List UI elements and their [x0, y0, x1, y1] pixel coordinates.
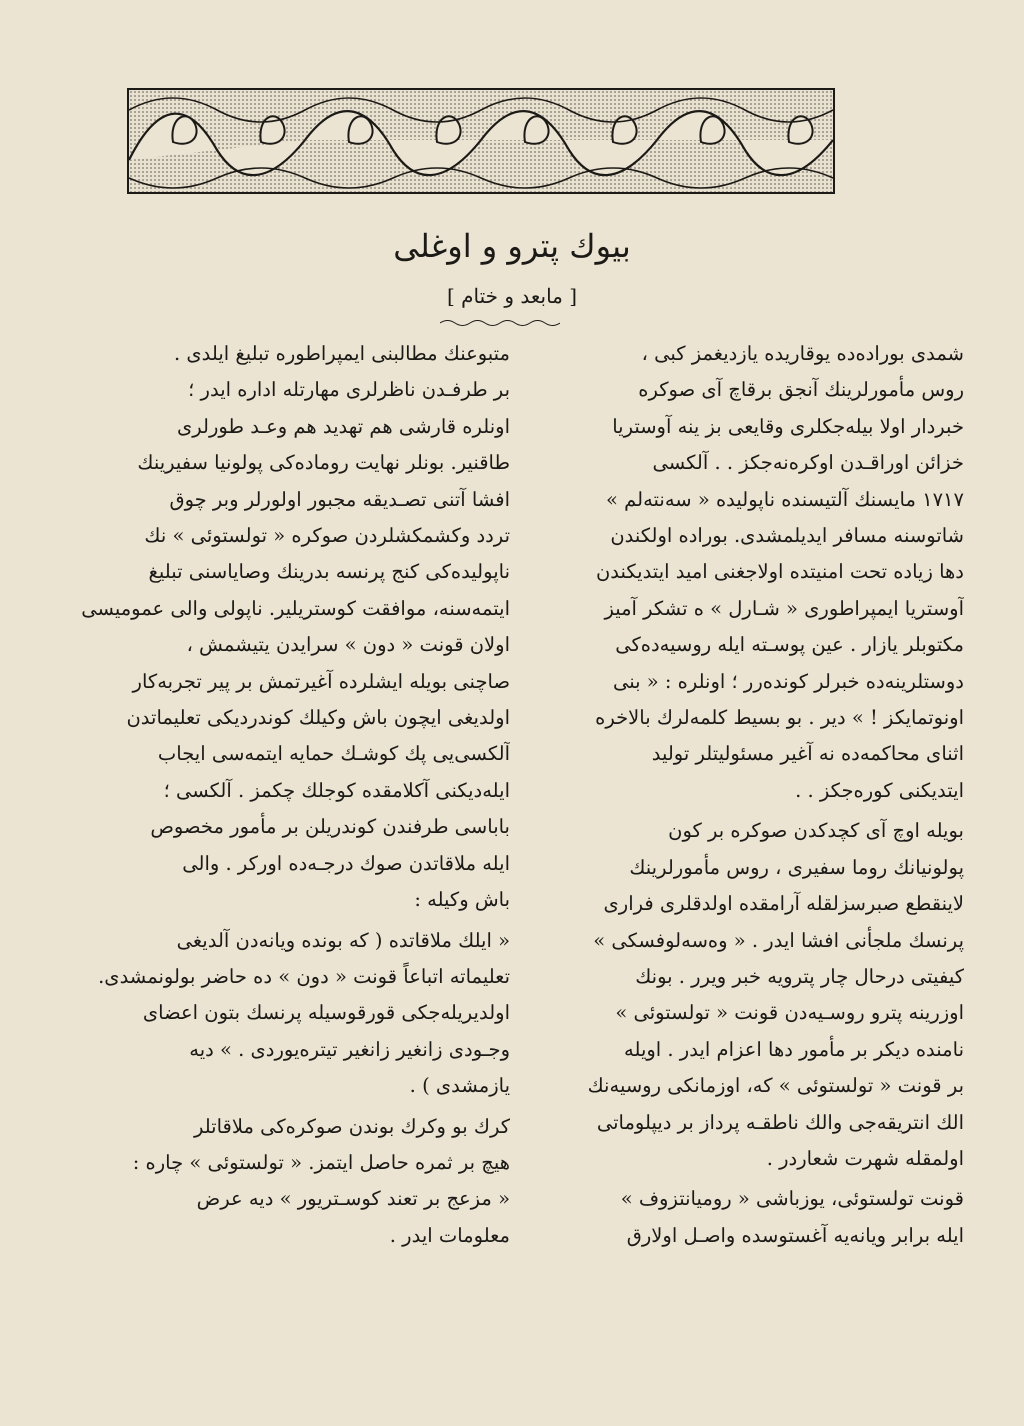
text-line: اونوتمایکز ! » دیر . بو بسیط کلمه‌لرك بالاخره	[595, 706, 964, 730]
text-line: هیچ بر ثمره حاصل ایتمز. « تولستوئی » چاره :	[132, 1150, 510, 1174]
text-line: اولدیغی ایچون باش وکیلك کوندردیکی تعلیماتدن	[126, 706, 510, 730]
text-line: تعلیماته اتباعاً قونت « دون » ده حاضر بولونمشدی.	[98, 964, 510, 988]
ornamental-header-banner	[127, 88, 835, 194]
text-line: نامنده دیکر بر مأمور دها اعزام ایدر . اویله	[624, 1037, 964, 1061]
text-line: لاینقطع صبرسزلقله آرامقده اولدقلری فراری	[603, 892, 964, 916]
text-line: بر قونت « تولستوئی » که، اوزمانکی روسیه‌نك	[587, 1074, 964, 1098]
text-line: پرنسك ملجأنی افشا ایدر . « وه‌سه‌لوفسکی »	[593, 928, 964, 952]
arabesque-ornament-icon	[129, 90, 833, 192]
text-line: آلکسی‌یی پك کوشـك حمایه ایتمه‌سی ایجاب	[157, 742, 510, 766]
text-line: مکتوبلر یازار . عین پوسـته ایله روسیه‌ده‌کی	[615, 633, 964, 657]
paragraph	[58, 1109, 510, 1255]
text-line: « مزعج بر تعند کوسـتریور » دیه عرض	[196, 1187, 510, 1211]
text-line: افشا آتنی تصـدیقه مجبور اولورلر وبر چوق	[169, 487, 510, 511]
text-line: بر طرفـدن ناظرلری مهارتله اداره ایدر ؛	[188, 378, 510, 402]
text-line: طاقنیر. بونلر نهایت روماده‌کی پولونیا سفیرینك	[137, 451, 510, 475]
text-line: دوستلرینه‌ده خبرلر کونده‌رر ؛ اونلره : « بنی	[612, 669, 964, 693]
divider-ornament-icon	[440, 318, 560, 328]
text-line: شاتوسنه مسافر ایدیلمشدی. بوراده اولکندن	[610, 524, 964, 548]
text-line: وجـودی زانغیر زانغیر تیتره‌یوردی . » دیه	[189, 1037, 510, 1061]
text-line: اولمقله شهرت شعاردر .	[766, 1146, 964, 1170]
text-line: قونت تولستوئی، یوزباشی « رومیانتزوف »	[620, 1187, 964, 1211]
text-line: کرك بو وکرك بوندن صوکره‌کی ملاقاتلر	[193, 1114, 510, 1138]
paragraph	[512, 336, 964, 809]
text-line: باش وکیله :	[414, 888, 510, 912]
text-line: شمدی بوراده‌ده یوقاریده یازدیغمز کبی ،	[641, 342, 964, 365]
text-line: « ایلك ملاقاتده ( که بونده ویانه‌دن آلدیغی	[176, 928, 510, 952]
text-line: ایله‌دیکنی آکلامقده کوجلك چکمز . آلکسی ؛	[163, 778, 510, 802]
text-line: متبوعنك مطالبنی ایمپراطوره تبلیغ ایلدی .	[173, 342, 510, 365]
text-line: ایله برابر ویانه‌یه آغستوسده واصـل اولارق	[626, 1223, 964, 1247]
text-line: دها زیاده تحت امنیتده اولاجغنی امید ایتدیکندن	[595, 560, 964, 584]
text-line: تردد وکشمکشلردن صوکره « تولستوئی » نك	[144, 524, 510, 548]
left-text-column	[58, 336, 510, 1396]
paragraph	[58, 336, 510, 919]
text-line: ایتمه‌سنه، موافقت کوستریلیر. ناپولی والی عمومیسی	[81, 596, 510, 620]
text-line: بویله اوچ آی کچدکدن صوکره بر کون	[668, 819, 964, 843]
text-line: صاچنی بویله ایشلرده آغیرتمش بر پیر تجربه‌کار	[132, 669, 510, 693]
paragraph	[512, 813, 964, 1177]
text-line: الك انتریقه‌جی والك ناطقـه پرداز بر دیپلوماتی	[596, 1110, 964, 1134]
text-line: اوزرینه پترو روسـیه‌دن قونت « تولستوئی »	[615, 1001, 964, 1025]
text-line: کیفیتی درحال چار پترویه خبر ویرر . بونك	[635, 964, 964, 988]
text-line: آوستریا ایمپراطوری « شـارل » ه تشکر آمیز	[604, 596, 964, 620]
text-line: اونلره قارشی هم تهدید هم وعـد طورلری	[177, 414, 510, 438]
text-line: اولان قونت « دون » سرایدن یتیشمش ،	[186, 633, 510, 657]
text-line: پولونیانك روما سفیری ، روس مأمورلرینك	[629, 855, 964, 879]
paragraph	[512, 1181, 964, 1254]
text-line: باباسی طرفندن کوندریلن بر مأمور مخصوص	[150, 815, 510, 839]
text-line: معلومات ایدر .	[389, 1223, 510, 1247]
paragraph	[58, 923, 510, 1105]
article-subtitle: [ مابعد و ختام ]	[446, 284, 578, 308]
right-text-column	[512, 336, 964, 1396]
text-line: خزائن اوراقـدن اوکره‌نه‌جکز . . آلکسی	[652, 451, 964, 475]
article-title: بیوك پترو و اوغلی	[393, 227, 631, 265]
text-line: ناپولیده‌کی کنج پرنسه بدرینك وصایاسنی تبلیغ	[148, 560, 510, 584]
text-line: ایله ملاقاتدن صوك درجـه‌ده اورکر . والی	[182, 851, 510, 875]
text-line: روس مأمورلرینك آنجق برقاچ آی صوکره	[638, 378, 964, 402]
text-line: یازمشدی ) .	[409, 1074, 510, 1098]
text-line: اثنای محاکمه‌ده نه آغیر مسئولیتلر تولید	[651, 742, 964, 766]
text-line: اولدیریله‌جکی قورقوسیله پرنسك بتون اعضای	[142, 1001, 510, 1025]
text-line: ۱۷۱۷ مایسنك آلتیسنده ناپولیده « سه‌نته‌لم »	[606, 487, 964, 511]
text-line: خبردار اولا بیله‌جکلری وقایعی بز ینه آوستریا	[612, 414, 964, 438]
text-line: ایتدیکنی کوره‌جکز . .	[795, 778, 964, 802]
